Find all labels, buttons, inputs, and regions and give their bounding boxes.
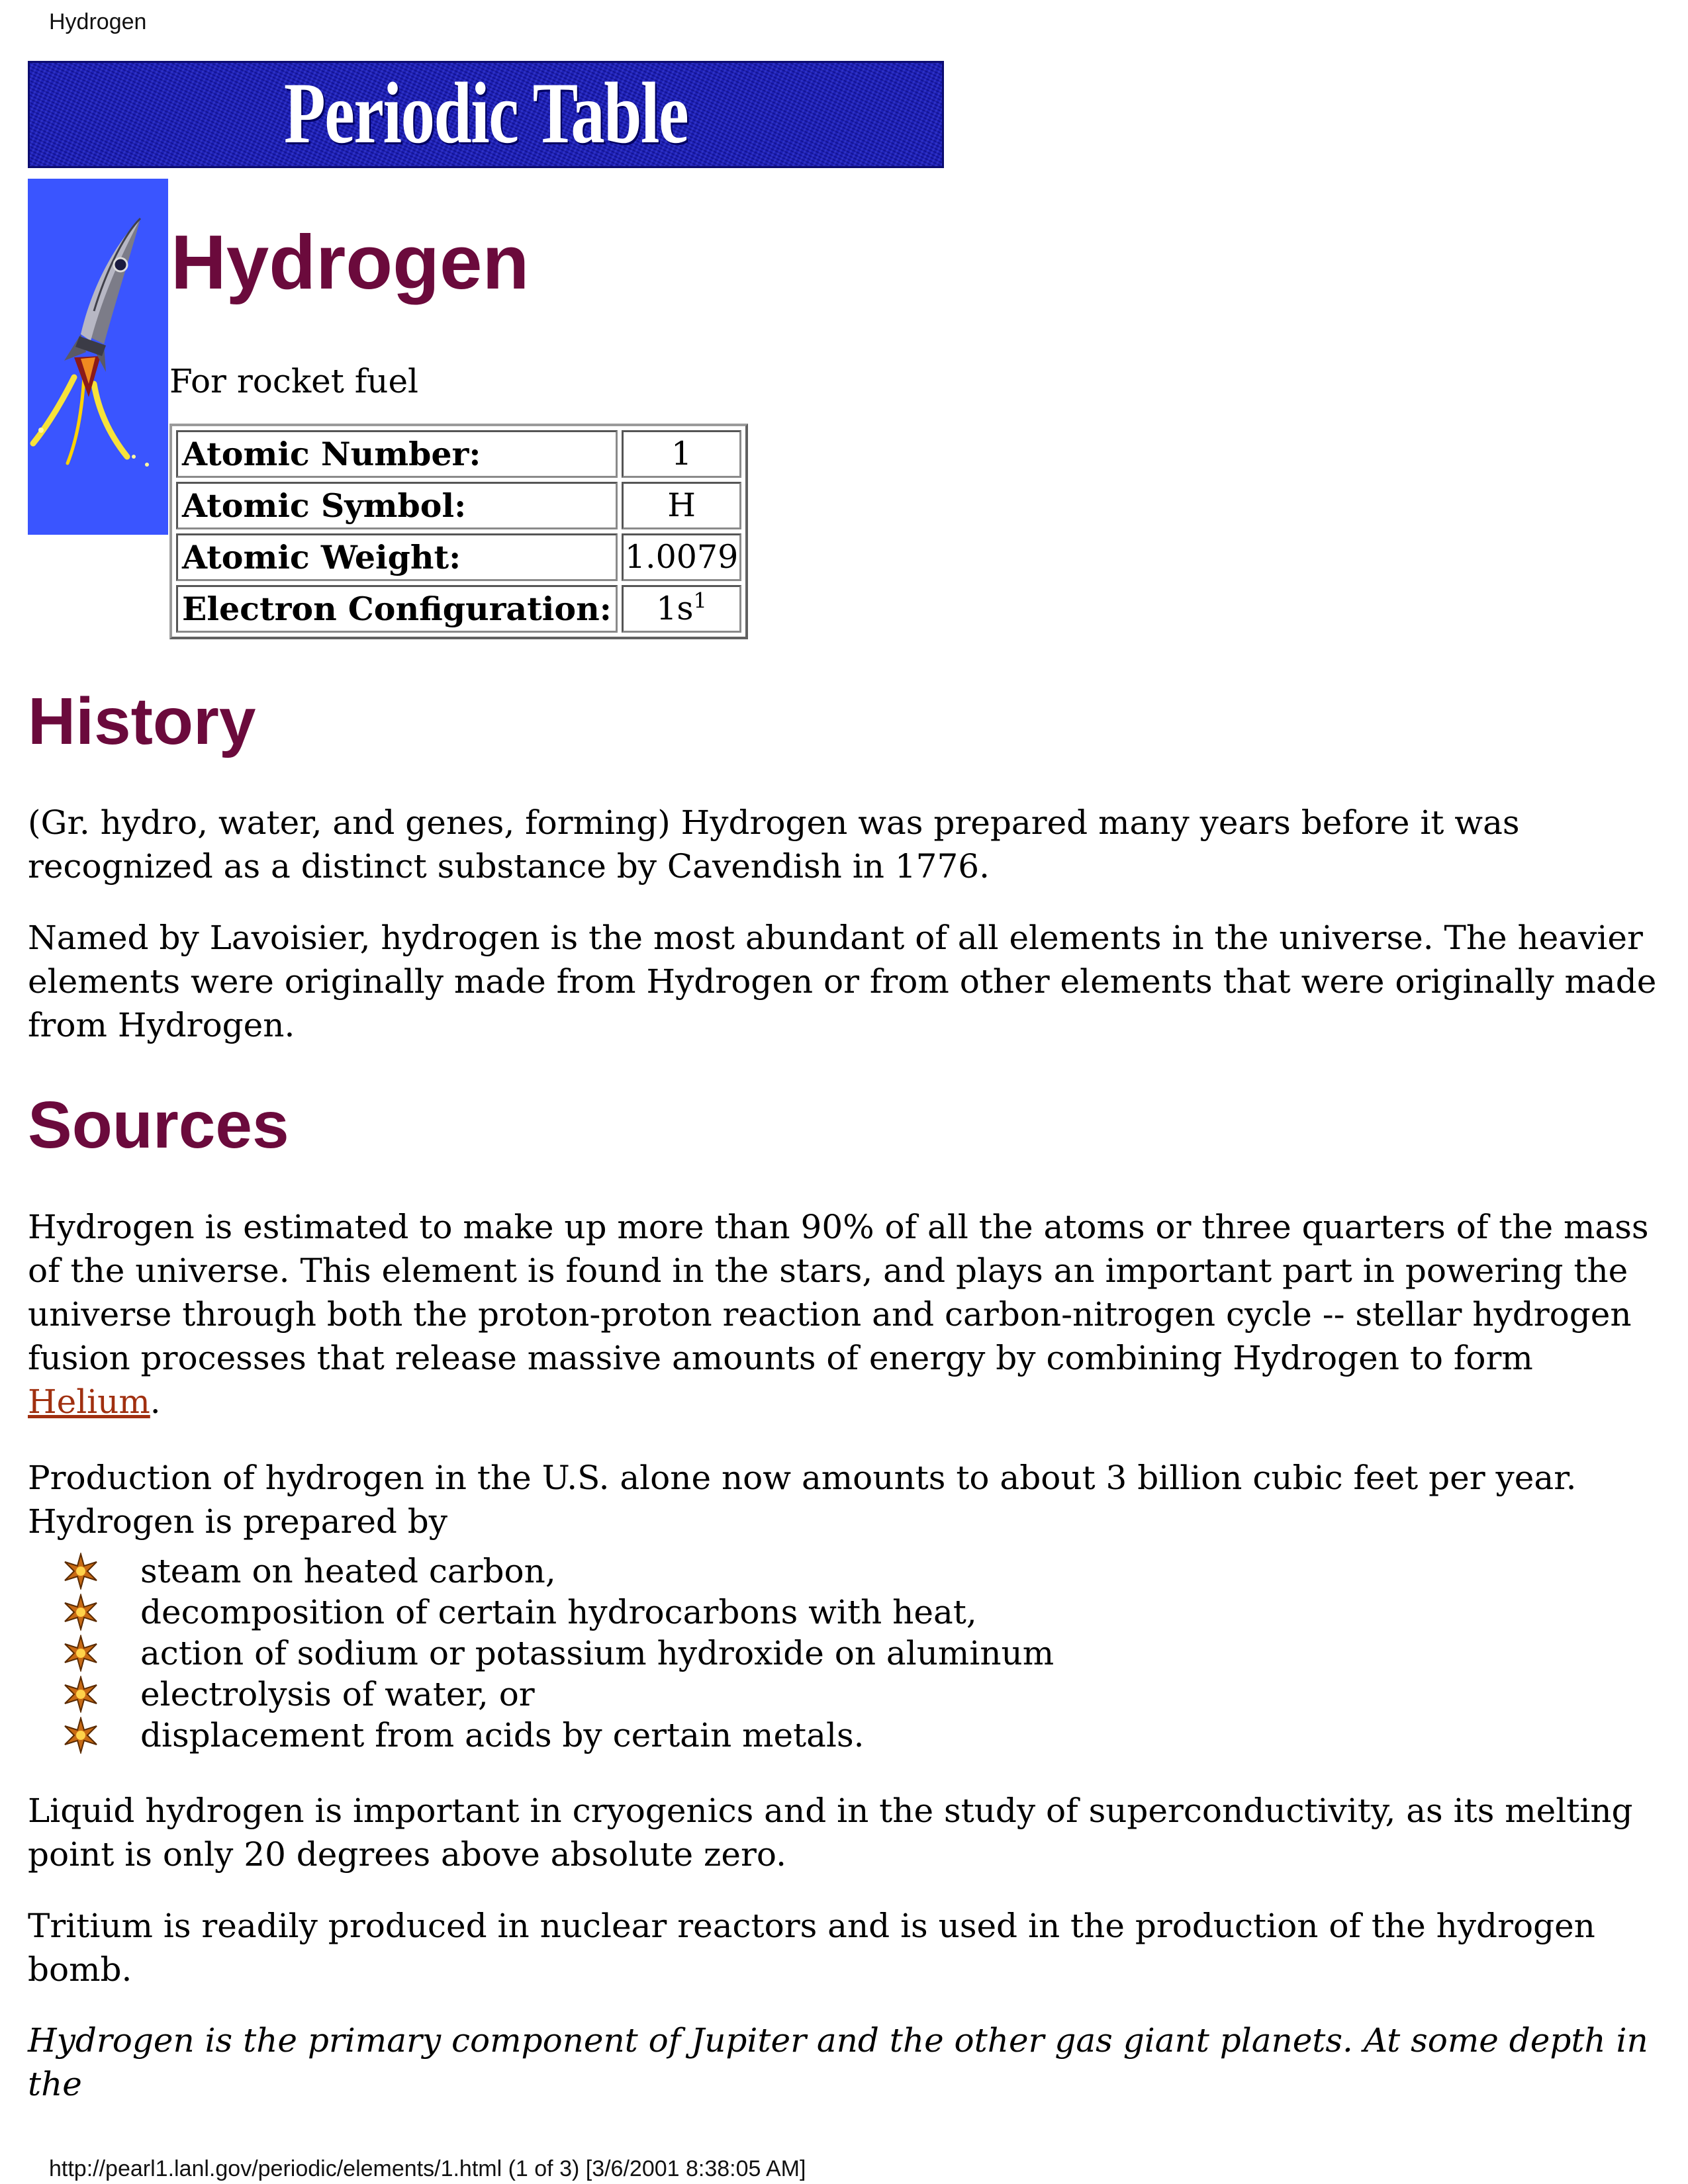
property-label: Atomic Number: bbox=[176, 430, 618, 478]
property-value bbox=[622, 585, 741, 633]
sources-paragraph-1-text: Hydrogen is estimated to make up more than 90% of all the atoms or three quarters of the mass of the universe. This element is found in the stars, and plays an important part in powering the universe through both the proton-proton reaction and carbon-nitrogen cycle -- stellar hydrogen fusion processes that release massive amounts of energy by combining Hydrogen to form bbox=[28, 1208, 1649, 1377]
method-text: steam on heated carbon, bbox=[140, 1552, 556, 1590]
sources-paragraph-4: Tritium is readily produced in nuclear reactors and is used in the production of the hydrogen bomb. bbox=[28, 1907, 1595, 1989]
rocket-image bbox=[28, 179, 168, 535]
star-bullet-icon bbox=[62, 1676, 99, 1713]
star-bullet-icon bbox=[62, 1717, 99, 1754]
list-item bbox=[62, 1715, 1054, 1756]
property-value: 1 bbox=[622, 430, 741, 478]
preparation-methods-list bbox=[62, 1551, 1054, 1756]
config-base: 1s bbox=[656, 590, 694, 627]
banner-title: Periodic Table bbox=[283, 64, 688, 161]
star-bullet-icon bbox=[62, 1635, 99, 1672]
table-row bbox=[176, 533, 741, 581]
method-text: decomposition of certain hydrocarbons with heat, bbox=[140, 1593, 977, 1631]
config-superscript: 1 bbox=[693, 588, 707, 614]
property-label: Electron Configuration: bbox=[176, 585, 618, 633]
rocket-icon bbox=[28, 179, 168, 535]
helium-link[interactable]: Helium bbox=[28, 1383, 150, 1421]
list-item bbox=[62, 1674, 1054, 1715]
history-heading: History bbox=[28, 684, 256, 758]
sources-paragraph-3: Liquid hydrogen is important in cryogenics and in the study of superconductivity, as its melting point is only 20 degrees above absolute zero. bbox=[28, 1792, 1633, 1874]
property-label: Atomic Symbol: bbox=[176, 482, 618, 529]
table-row bbox=[176, 585, 741, 633]
property-value: 1.0079 bbox=[622, 533, 741, 581]
element-title: Hydrogen bbox=[171, 219, 530, 305]
element-use: For rocket fuel bbox=[169, 362, 419, 400]
print-header: Hydrogen bbox=[49, 9, 147, 34]
method-text: action of sodium or potassium hydroxide on aluminum bbox=[140, 1634, 1055, 1672]
periodic-table-banner[interactable] bbox=[28, 61, 944, 168]
history-paragraph-1: (Gr. hydro, water, and genes, forming) Hydrogen was prepared many years before it was recognized as a distinct substance by Cavendish in 1776. bbox=[28, 803, 1520, 886]
method-text: electrolysis of water, or bbox=[140, 1675, 535, 1713]
property-label: Atomic Weight: bbox=[176, 533, 618, 581]
table-row bbox=[176, 482, 741, 529]
list-item bbox=[62, 1592, 1054, 1633]
sources-paragraph-2: Production of hydrogen in the U.S. alone now amounts to about 3 billion cubic feet per year. Hydrogen is prepared by bbox=[28, 1459, 1577, 1541]
property-value: H bbox=[622, 482, 741, 529]
sources-heading: Sources bbox=[28, 1088, 289, 1162]
list-item bbox=[62, 1633, 1054, 1674]
sources-paragraph-1-end: . bbox=[150, 1383, 161, 1421]
sources-paragraph-1 bbox=[28, 1205, 1669, 1424]
list-item bbox=[62, 1551, 1054, 1592]
method-text: displacement from acids by certain metals. bbox=[140, 1716, 865, 1754]
star-bullet-icon bbox=[62, 1553, 99, 1590]
history-paragraph-2: Named by Lavoisier, hydrogen is the most abundant of all elements in the universe. The heavier elements were originally made from Hydrogen or from other elements that were originally made from Hydrogen. bbox=[28, 919, 1657, 1044]
sources-paragraph-5: Hydrogen is the primary component of Jupiter and the other gas giant planets. At some depth in the bbox=[28, 2021, 1648, 2103]
table-row bbox=[176, 430, 741, 478]
element-properties-table bbox=[169, 424, 748, 639]
star-bullet-icon bbox=[62, 1594, 99, 1631]
print-footer: http://pearl1.lanl.gov/periodic/elements/1.html (1 of 3) [3/6/2001 8:38:05 AM] bbox=[49, 2156, 806, 2181]
